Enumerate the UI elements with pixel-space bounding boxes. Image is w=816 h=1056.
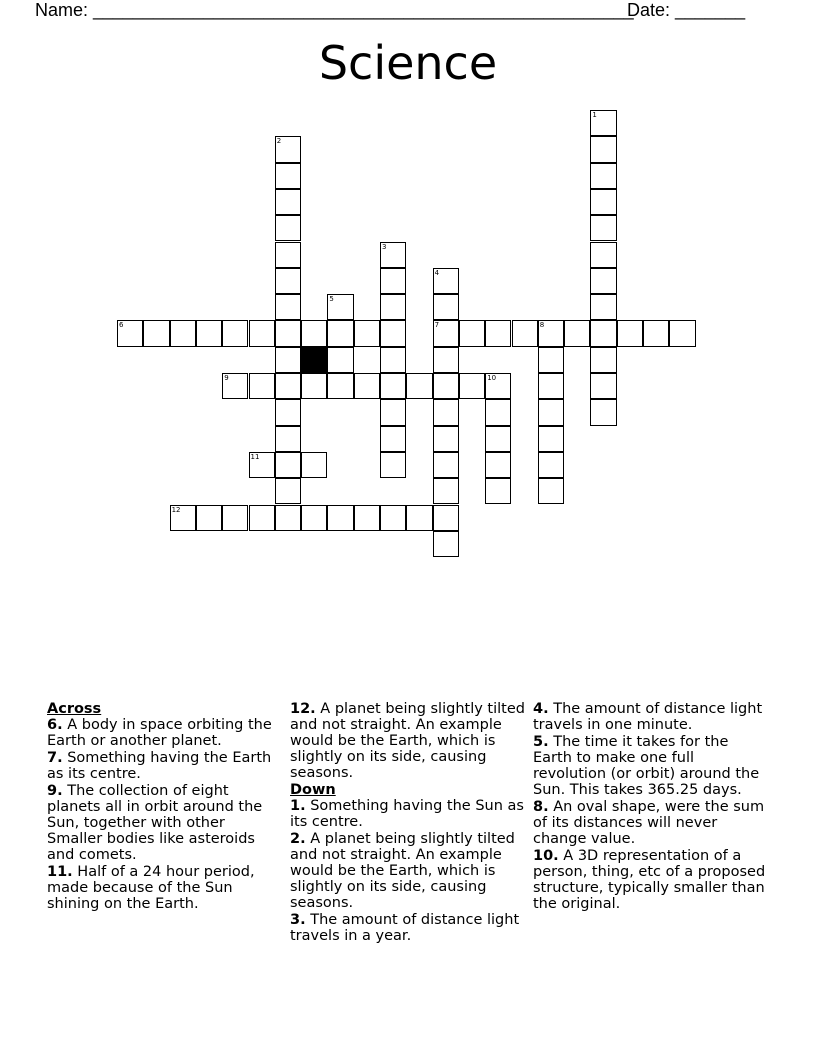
crossword-cell[interactable] [590,136,616,162]
crossword-cell[interactable] [275,268,301,294]
crossword-cell[interactable] [538,373,564,399]
crossword-cell[interactable] [380,426,406,452]
down-heading: Down [290,782,336,798]
clue-down-2: 2. A planet being slightly tilted and not straight. An example would be the Earth, which is slightly on its side, causing seasons. [290,831,515,911]
crossword-cell[interactable] [275,505,301,531]
crossword-cell[interactable] [538,347,564,373]
crossword-cell[interactable] [380,320,406,346]
crossword-cell[interactable] [459,373,485,399]
date-field[interactable]: Date: _______ [627,0,746,20]
cell-number: 12 [171,505,181,514]
clues-column-2 [290,701,525,945]
name-field[interactable]: Name: ______________________________________________________ [35,0,634,20]
crossword-cell[interactable] [433,452,459,478]
crossword-cell[interactable] [590,110,616,136]
crossword-cell[interactable] [170,505,196,531]
crossword-cell[interactable] [590,242,616,268]
crossword-cell[interactable] [485,373,511,399]
crossword-cell[interactable] [301,452,327,478]
crossword-cell[interactable] [433,320,459,346]
crossword-cell[interactable] [590,215,616,241]
crossword-cell[interactable] [301,373,327,399]
clue-down-10: 10. A 3D representation of a person, thing, etc of a proposed structure, typically smaller than the original. [533,848,766,912]
clues-column-1 [47,701,282,913]
crossword-cell[interactable] [590,294,616,320]
crossword-cell[interactable] [590,399,616,425]
across-heading: Across [47,701,102,717]
clue-across-7: 7. Something having the Earth as its centre. [47,750,272,782]
crossword-cell[interactable] [538,478,564,504]
crossword-cell[interactable] [275,242,301,268]
crossword-cell[interactable] [196,320,222,346]
crossword-cell[interactable] [380,268,406,294]
cell-number: 7 [434,321,440,330]
cell-number: 9 [224,374,229,382]
clues-column-3 [533,701,768,913]
cell-number: 5 [329,295,334,304]
crossword-cell[interactable] [275,189,301,215]
crossword-cell[interactable] [275,478,301,504]
crossword-cell[interactable] [433,399,459,425]
crossword-cell[interactable] [354,373,380,399]
crossword-cell[interactable] [275,452,301,478]
crossword-cell[interactable] [275,294,301,320]
crossword-cell[interactable] [590,268,616,294]
page-title: Science [318,36,498,90]
crossword-cell[interactable] [669,320,695,346]
crossword-cell[interactable] [433,531,459,557]
clue-down-1: 1. Something having the Sun as its centre. [290,798,524,830]
crossword-cell[interactable] [275,163,301,189]
crossword-cell[interactable] [564,320,590,346]
crossword-cell[interactable] [222,505,248,531]
clue-across-11: 11. Half of a 24 hour period, made because of the Sun shining on the Earth. [47,864,255,912]
crossword-cell[interactable] [590,347,616,373]
crossword-cell[interactable] [590,163,616,189]
clue-across-6: 6. A body in space orbiting the Earth or another planet. [47,717,272,749]
crossword-cell[interactable] [327,294,353,320]
clue-down-5: 5. The time it takes for the Earth to make one full revolution (or orbit) around the Sun. This takes 365.25 days. [533,734,760,798]
crossword-cell[interactable] [643,320,669,346]
crossword-cell[interactable] [380,505,406,531]
crossword-cell[interactable] [354,505,380,531]
crossword-cell[interactable] [433,294,459,320]
crossword-cell[interactable] [275,426,301,452]
crossword-cell[interactable] [327,320,353,346]
crossword-cell[interactable] [433,268,459,294]
crossword-cell[interactable] [170,320,196,346]
crossword-cell[interactable] [380,242,406,268]
crossword-cell[interactable] [301,505,327,531]
crossword-cell[interactable] [275,215,301,241]
crossword-cell[interactable] [485,399,511,425]
crossword-cell[interactable] [590,320,616,346]
crossword-cell[interactable] [433,426,459,452]
crossword-cell[interactable] [459,320,485,346]
crossword-cell[interactable] [380,452,406,478]
crossword-cell[interactable] [354,320,380,346]
clue-across-9: 9. The collection of eight planets all in orbit around the Sun, together with other Smaller bodies like asteroids and comets. [47,783,263,863]
crossword-cell[interactable] [327,347,353,373]
crossword-cell[interactable] [538,399,564,425]
clue-down-4: 4. The amount of distance light travels in one minute. [533,701,763,733]
cell-number: 2 [276,137,282,146]
crossword-cell[interactable] [485,426,511,452]
clue-down-3: 3. The amount of distance light travels in a year. [290,912,520,944]
crossword-cell[interactable] [222,320,248,346]
crossword-cell[interactable] [327,505,353,531]
crossword-cell[interactable] [512,320,538,346]
crossword-cell[interactable] [249,505,275,531]
crossword-cell[interactable] [380,294,406,320]
crossword-cell[interactable] [433,505,459,531]
cell-number: 3 [382,242,387,251]
crossword-cell[interactable] [196,505,222,531]
crossword-cell[interactable] [433,373,459,399]
crossword-cell[interactable] [433,347,459,373]
crossword-cell[interactable] [590,189,616,215]
crossword-cell[interactable] [380,347,406,373]
crossword-cell[interactable] [406,505,432,531]
crossword-cell[interactable] [590,373,616,399]
crossword-cell[interactable] [485,478,511,504]
cell-number: 6 [119,321,124,330]
crossword-cell[interactable] [538,426,564,452]
crossword-cell[interactable] [433,478,459,504]
crossword-cell[interactable] [301,320,327,346]
crossword-cell[interactable] [327,373,353,399]
cell-number: 8 [539,321,545,330]
crossword-cell[interactable] [275,320,301,346]
crossword-cell[interactable] [380,399,406,425]
crossword-cell[interactable] [275,373,301,399]
crossword-cell[interactable] [406,373,432,399]
crossword-cell[interactable] [249,320,275,346]
black-cell [301,347,327,373]
clue-down-8: 8. An oval shape, were the sum of its distances will never change value. [533,799,765,847]
crossword-cell[interactable] [538,320,564,346]
crossword-cell[interactable] [249,452,275,478]
crossword-cell[interactable] [485,320,511,346]
crossword-cell[interactable] [380,373,406,399]
cell-number: 11 [250,452,260,461]
clue-across-12: 12. A planet being slightly tilted and not straight. An example would be the Earth, which is slightly on its side, causing seasons. [290,701,525,781]
crossword-cell[interactable] [275,347,301,373]
crossword-cell[interactable] [143,320,169,346]
crossword-cell[interactable] [249,373,275,399]
crossword-cell[interactable] [117,320,143,346]
cell-number: 10 [487,374,497,382]
crossword-cell[interactable] [538,452,564,478]
crossword-cell[interactable] [617,320,643,346]
crossword-cell[interactable] [275,399,301,425]
crossword-cell[interactable] [222,373,248,399]
cell-number: 4 [434,268,440,277]
crossword-cell[interactable] [485,452,511,478]
cell-number: 1 [592,111,597,119]
crossword-cell[interactable] [275,136,301,162]
